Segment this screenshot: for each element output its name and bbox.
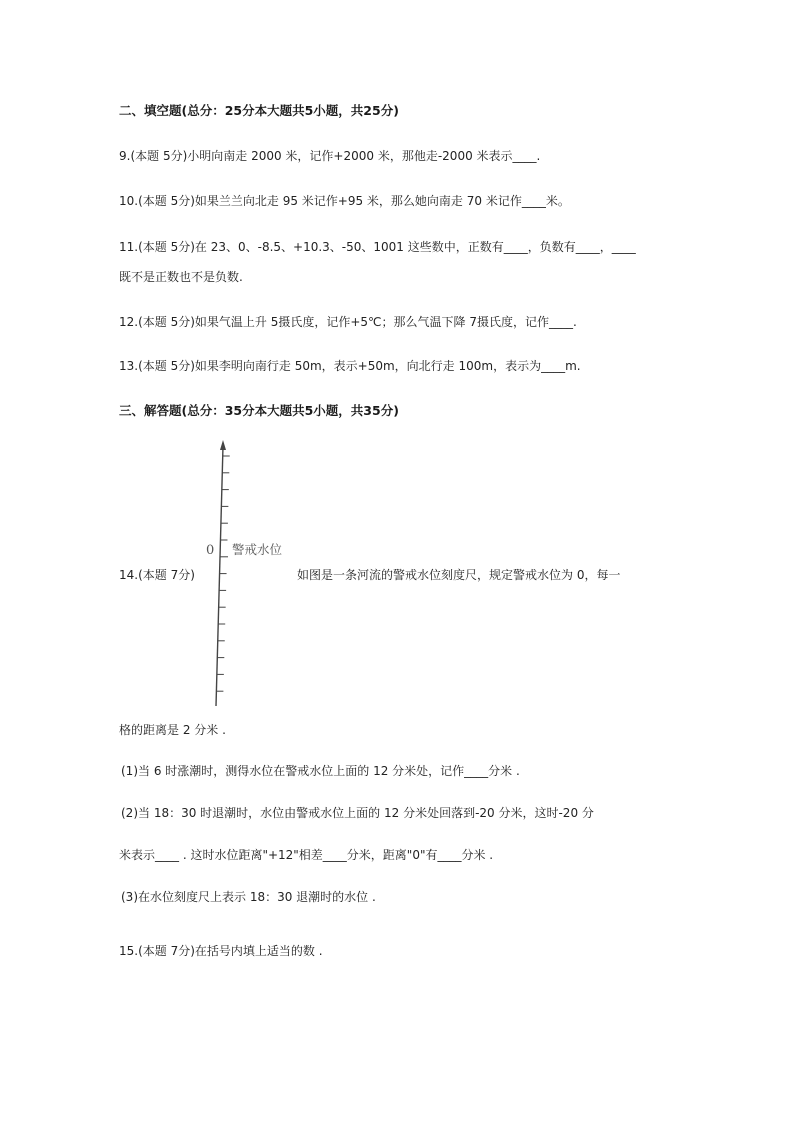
section-3-heading: 三、解答题(总分：35分本大题共5小题，共35分) — [119, 403, 399, 418]
question-14-prefix: 14.(本题 7分) — [119, 568, 195, 582]
question-10: 10.(本题 5分)如果兰兰向北走 95 米记作+95 米，那么她向南走 70 米记作____米。 — [119, 194, 570, 208]
question-14-part-2-line-1: (2)当 18：30 时退潮时，水位由警戒水位上面的 12 分米处回落到-20 分米，这时-20 分 — [121, 806, 594, 820]
question-9: 9.(本题 5分)小明向南走 2000 米，记作+2000 米，那他走-2000 米表示____. — [119, 149, 541, 163]
question-14-intro-b: 格的距离是 2 分米 . — [119, 723, 226, 737]
question-14-part-2-line-2: 米表示____ . 这时水位距离"+12"相差____分米，距离"0"有____分米 . — [119, 848, 494, 862]
question-11-line-1: 11.(本题 5分)在 23、0、-8.5、+10.3、-50、1001 这些数中，正数有____，负数有____，____ — [119, 240, 636, 254]
question-14-intro-a: 如图是一条河流的警戒水位刻度尺，规定警戒水位为 0，每一 — [297, 568, 621, 582]
question-15: 15.(本题 7分)在括号内填上适当的数 . — [119, 944, 323, 958]
ruler-axis — [216, 446, 223, 706]
question-14-part-3: (3)在水位刻度尺上表示 18：30 退潮时的水位 . — [121, 890, 376, 904]
question-13: 13.(本题 5分)如果李明向南行走 50m，表示+50m，向北行走 100m，表示为____m. — [119, 359, 581, 373]
question-11-line-2: 既不是正数也不是负数. — [119, 270, 243, 284]
zero-label: 0 — [206, 543, 215, 558]
section-2-heading: 二、填空题(总分：25分本大题共5小题，共25分) — [119, 103, 399, 118]
ruler-ticks — [216, 456, 229, 691]
question-12: 12.(本题 5分)如果气温上升 5摄氏度，记作+5℃；那么气温下降 7摄氏度，记作____. — [119, 315, 577, 329]
warning-level-label: 警戒水位 — [232, 542, 283, 557]
question-14-part-1: (1)当 6 时涨潮时，测得水位在警戒水位上面的 12 分米处，记作____分米 . — [121, 764, 520, 778]
water-level-ruler-figure — [196, 438, 308, 708]
